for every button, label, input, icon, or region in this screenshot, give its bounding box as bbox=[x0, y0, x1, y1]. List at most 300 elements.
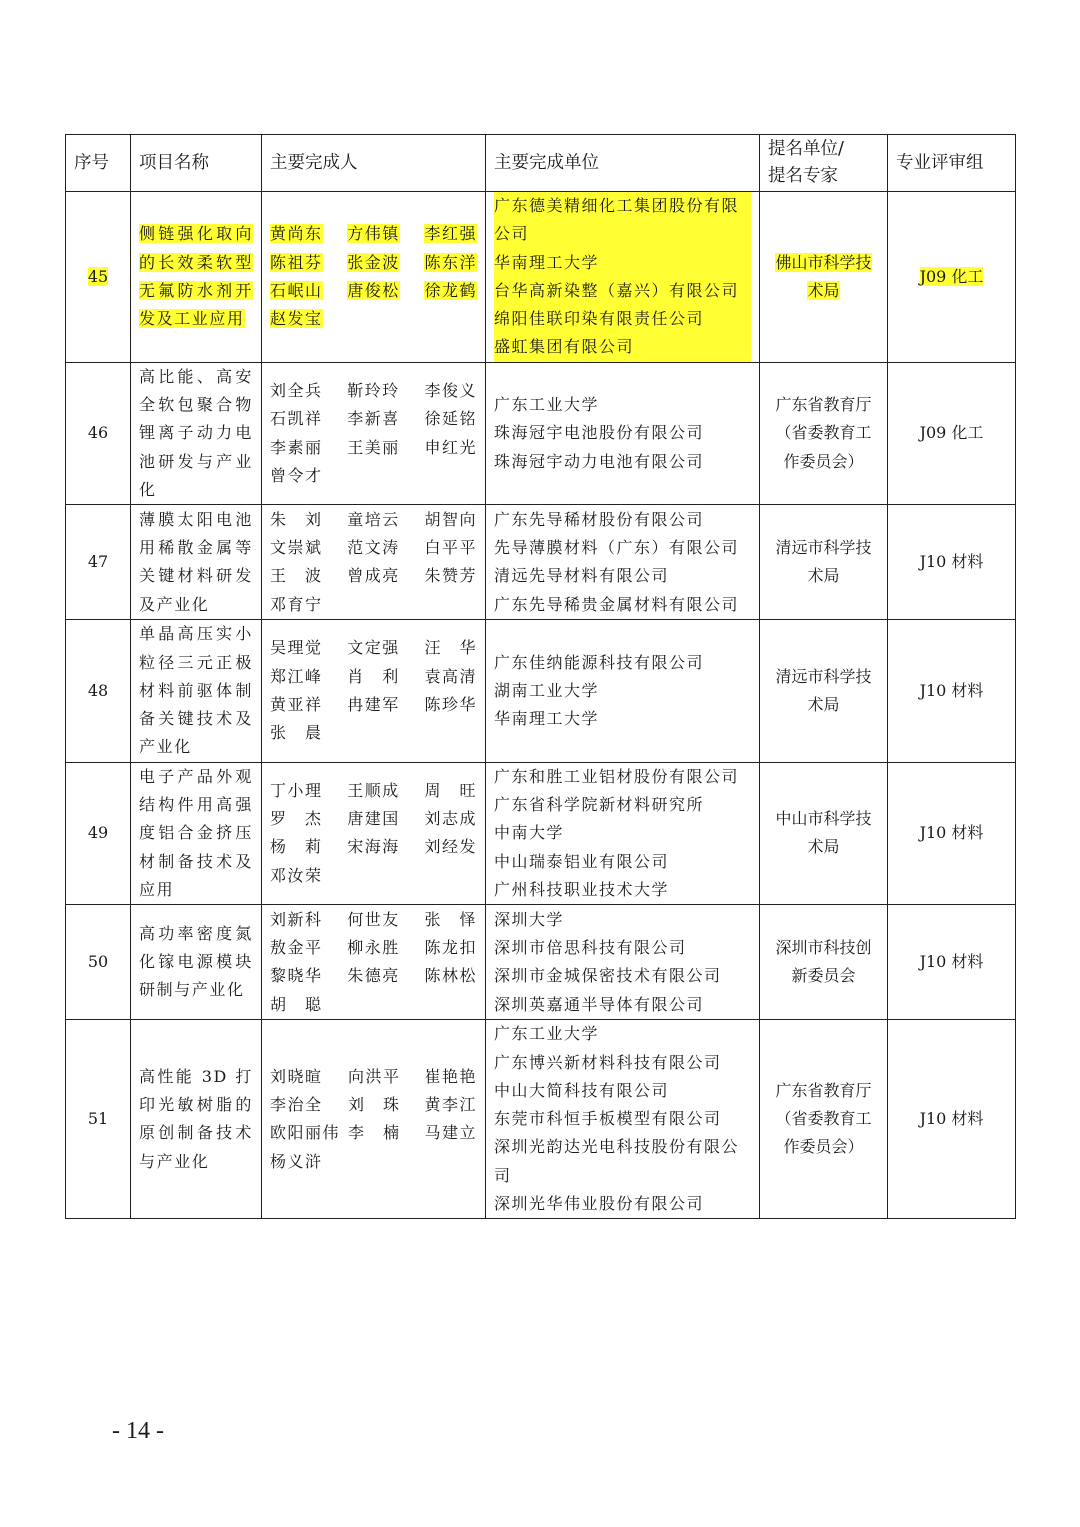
cell-review-group bbox=[888, 762, 1016, 904]
person-name-text: 欧阳丽伟 bbox=[270, 1123, 341, 1143]
person-name-text: 朱赞芳 bbox=[424, 566, 477, 586]
project-name: 高性能 3D 打印光敏树脂的原创制备技术与产业化 bbox=[139, 1066, 253, 1171]
person-name bbox=[339, 805, 408, 833]
cell-project-name bbox=[131, 1020, 262, 1219]
nominator-name: 佛山市科学技术局 bbox=[775, 252, 872, 300]
unit-name bbox=[494, 1020, 751, 1048]
person-name-text: 李治全 bbox=[270, 1094, 323, 1114]
review-group: J10 材料 bbox=[919, 680, 984, 700]
cell-project-name bbox=[131, 620, 262, 762]
table-row bbox=[66, 620, 1016, 762]
person-name-text: 陈林松 bbox=[424, 966, 477, 986]
person-name bbox=[270, 220, 339, 248]
person-name bbox=[270, 691, 339, 719]
unit-list bbox=[494, 391, 751, 476]
person-name-text: 范文涛 bbox=[347, 537, 400, 557]
person-name bbox=[408, 663, 477, 691]
person-name bbox=[270, 277, 339, 305]
nominator-name: 广东省教育厅（省委教育工作委员会） bbox=[775, 395, 872, 471]
unit-name bbox=[494, 763, 751, 791]
unit-name bbox=[494, 192, 751, 249]
person-name-text: 邓汝荣 bbox=[270, 865, 323, 885]
person-name bbox=[408, 777, 477, 805]
person-name-text: 石岷山 bbox=[270, 280, 323, 300]
unit-name-text: 深圳大学 bbox=[494, 909, 565, 929]
person-name-text: 刘全兵 bbox=[270, 380, 323, 400]
person-name-text: 朱德亮 bbox=[347, 966, 400, 986]
person-name bbox=[270, 634, 339, 662]
person-name bbox=[270, 434, 339, 462]
person-name-text: 马建立 bbox=[424, 1123, 477, 1143]
header-people: 主要完成人 bbox=[262, 135, 486, 192]
person-name bbox=[408, 805, 477, 833]
person-name bbox=[408, 405, 477, 433]
unit-name bbox=[494, 448, 751, 476]
unit-name-text: 广东先导稀材股份有限公司 bbox=[494, 509, 705, 529]
person-name bbox=[408, 220, 477, 248]
person-name bbox=[408, 691, 477, 719]
unit-name bbox=[494, 1190, 751, 1218]
header-units: 主要完成单位 bbox=[486, 135, 760, 192]
cell-people bbox=[262, 192, 486, 363]
person-name bbox=[339, 434, 408, 462]
cell-seq bbox=[66, 1020, 131, 1219]
cell-units bbox=[486, 905, 760, 1020]
table-row bbox=[66, 1020, 1016, 1219]
person-name bbox=[270, 1148, 340, 1176]
person-name-text: 刘 珠 bbox=[348, 1094, 401, 1114]
unit-name-text: 深圳光华伟业股份有限公司 bbox=[494, 1194, 705, 1214]
person-name bbox=[408, 862, 477, 890]
project-name: 高比能、高安全软包聚合物锂离子动力电池研发与产业化 bbox=[139, 366, 253, 499]
cell-seq bbox=[66, 905, 131, 1020]
cell-people bbox=[262, 505, 486, 620]
person-name bbox=[270, 591, 339, 619]
unit-name-text: 珠海冠宇动力电池有限公司 bbox=[494, 451, 705, 471]
unit-name-text: 绵阳佳联印染有限责任公司 bbox=[494, 305, 751, 333]
table-row bbox=[66, 505, 1016, 620]
person-name-text: 刘经发 bbox=[424, 837, 477, 857]
person-name-text: 刘晓暄 bbox=[270, 1066, 323, 1086]
person-name-text: 黄亚祥 bbox=[270, 695, 323, 714]
unit-name-text: 中南大学 bbox=[494, 823, 565, 843]
seq-number: 46 bbox=[87, 423, 109, 443]
nominator-name: 广东省教育厅（省委教育工作委员会） bbox=[775, 1080, 872, 1157]
cell-units bbox=[486, 505, 760, 620]
person-name bbox=[339, 562, 408, 590]
project-name: 单晶高压实小粒径三元正极材料前驱体制备关键技术及产业化 bbox=[139, 624, 253, 757]
person-name-text: 李素丽 bbox=[270, 437, 323, 457]
table-row bbox=[66, 362, 1016, 504]
person-name bbox=[339, 591, 408, 619]
person-name-text: 曾成亮 bbox=[347, 566, 400, 586]
cell-project-name bbox=[131, 905, 262, 1020]
person-name bbox=[408, 562, 477, 590]
unit-name-text: 广东工业大学 bbox=[494, 395, 600, 415]
unit-name bbox=[494, 1077, 751, 1105]
nominator-name: 中山市科学技术局 bbox=[775, 809, 872, 857]
cell-nominator bbox=[760, 1020, 888, 1219]
people-list bbox=[270, 906, 477, 1019]
person-name-text: 向洪平 bbox=[348, 1066, 401, 1086]
person-name bbox=[408, 377, 477, 405]
person-name-text: 黎晓华 bbox=[270, 966, 323, 986]
person-name bbox=[339, 934, 408, 962]
unit-name-text: 先导薄膜材料（广东）有限公司 bbox=[494, 537, 740, 557]
unit-name bbox=[494, 591, 751, 619]
cell-review-group bbox=[888, 1020, 1016, 1219]
person-name-text: 王 波 bbox=[270, 566, 323, 586]
cell-units bbox=[486, 362, 760, 504]
person-name bbox=[339, 506, 408, 534]
person-name bbox=[339, 862, 408, 890]
cell-people bbox=[262, 905, 486, 1020]
awards-table bbox=[65, 134, 1016, 1219]
unit-name bbox=[494, 506, 751, 534]
unit-name bbox=[494, 391, 751, 419]
person-name bbox=[339, 962, 408, 990]
unit-name bbox=[494, 562, 751, 590]
person-name-text: 方伟镇 bbox=[347, 224, 400, 244]
unit-name-text: 中山大简科技有限公司 bbox=[494, 1080, 670, 1100]
person-name-text: 徐延铭 bbox=[424, 409, 477, 429]
unit-list bbox=[494, 506, 751, 619]
person-name-text: 郑江峰 bbox=[270, 666, 323, 686]
cell-nominator bbox=[760, 620, 888, 762]
unit-list bbox=[494, 1020, 751, 1218]
person-name bbox=[408, 991, 477, 1019]
unit-name-text: 清远先导材料有限公司 bbox=[494, 566, 670, 586]
person-name bbox=[408, 506, 477, 534]
cell-review-group bbox=[888, 505, 1016, 620]
person-name bbox=[270, 991, 339, 1019]
person-name-text: 杨 莉 bbox=[270, 837, 323, 857]
person-name-text: 崔艳艳 bbox=[424, 1066, 477, 1086]
cell-nominator bbox=[760, 505, 888, 620]
person-name bbox=[339, 377, 408, 405]
person-name bbox=[270, 462, 339, 490]
unit-name bbox=[494, 649, 751, 677]
person-name bbox=[270, 377, 339, 405]
unit-name bbox=[494, 991, 751, 1019]
person-name bbox=[408, 634, 477, 662]
person-name-text: 袁高清 bbox=[424, 666, 477, 686]
cell-seq bbox=[66, 505, 131, 620]
unit-name-text: 广东先导稀贵金属材料有限公司 bbox=[494, 594, 740, 614]
person-name bbox=[270, 534, 339, 562]
cell-units bbox=[486, 620, 760, 762]
unit-name bbox=[494, 333, 751, 361]
unit-list bbox=[494, 763, 751, 904]
person-name bbox=[339, 405, 408, 433]
header-group: 专业评审组 bbox=[888, 135, 1016, 192]
person-name bbox=[339, 906, 408, 934]
unit-name bbox=[494, 848, 751, 876]
person-name bbox=[409, 1148, 478, 1176]
unit-name bbox=[494, 249, 751, 277]
unit-name-text: 深圳市倍思科技有限公司 bbox=[494, 937, 687, 957]
person-name-text: 朱 刘 bbox=[270, 509, 323, 529]
person-name-text: 陈祖芬 bbox=[270, 252, 323, 272]
person-name bbox=[339, 249, 408, 277]
person-name bbox=[339, 534, 408, 562]
person-name-text: 周 旺 bbox=[424, 780, 477, 800]
seq-number: 49 bbox=[87, 823, 109, 843]
person-name-text: 张 晨 bbox=[270, 723, 323, 743]
person-name bbox=[340, 1119, 408, 1147]
person-name-text: 文定强 bbox=[347, 638, 400, 658]
cell-project-name bbox=[131, 505, 262, 620]
person-name bbox=[339, 277, 408, 305]
table-body bbox=[66, 192, 1016, 1219]
person-name bbox=[408, 719, 477, 747]
table-row bbox=[66, 762, 1016, 904]
person-name bbox=[270, 833, 339, 861]
unit-name-text: 广州科技职业技术大学 bbox=[494, 879, 670, 899]
person-name-text: 李 楠 bbox=[348, 1123, 401, 1143]
unit-name-text: 广东佳纳能源科技有限公司 bbox=[494, 652, 705, 672]
person-name bbox=[270, 405, 339, 433]
cell-seq bbox=[66, 362, 131, 504]
person-name bbox=[340, 1063, 408, 1091]
person-name bbox=[408, 534, 477, 562]
unit-name bbox=[494, 419, 751, 447]
person-name bbox=[409, 1119, 478, 1147]
people-list bbox=[270, 1063, 477, 1176]
unit-name bbox=[494, 277, 751, 305]
cell-review-group bbox=[888, 362, 1016, 504]
unit-name-text: 华南理工大学 bbox=[494, 709, 600, 729]
unit-name bbox=[494, 677, 751, 705]
person-name bbox=[270, 1119, 340, 1147]
unit-name bbox=[494, 305, 751, 333]
unit-list bbox=[494, 649, 751, 734]
person-name bbox=[408, 434, 477, 462]
person-name-text: 胡 聪 bbox=[270, 994, 323, 1014]
person-name bbox=[408, 277, 477, 305]
unit-name-text: 华南理工大学 bbox=[494, 249, 751, 277]
person-name bbox=[340, 1091, 408, 1119]
unit-name-text: 珠海冠宇电池股份有限公司 bbox=[494, 423, 705, 443]
person-name bbox=[270, 934, 339, 962]
person-name-text: 唐建国 bbox=[347, 809, 400, 829]
person-name-text: 唐俊松 bbox=[347, 280, 400, 300]
unit-name-text: 台华高新染整（嘉兴）有限公司 bbox=[494, 277, 751, 305]
seq-number: 51 bbox=[87, 1109, 109, 1129]
unit-name-text: 广东德美精细化工集团股份有限公司 bbox=[494, 192, 751, 249]
cell-units bbox=[486, 1020, 760, 1219]
project-name: 薄膜太阳电池用稀散金属等关键材料研发及产业化 bbox=[139, 509, 253, 614]
review-group: J09 化工 bbox=[919, 266, 984, 286]
unit-name bbox=[494, 1133, 751, 1190]
person-name-text: 陈珍华 bbox=[424, 695, 477, 714]
person-name bbox=[270, 1091, 340, 1119]
person-name-text: 何世友 bbox=[347, 909, 400, 929]
person-name bbox=[339, 305, 408, 333]
unit-name-text: 东莞市科恒手板模型有限公司 bbox=[494, 1109, 722, 1129]
cell-nominator bbox=[760, 762, 888, 904]
unit-list bbox=[494, 906, 751, 1019]
person-name-text: 黄尚东 bbox=[270, 224, 323, 244]
person-name-text: 肖 利 bbox=[347, 666, 400, 686]
review-group: J10 材料 bbox=[919, 952, 984, 972]
project-name: 电子产品外观结构件用高强度铝合金挤压材制备技术及应用 bbox=[139, 766, 253, 899]
person-name bbox=[339, 691, 408, 719]
cell-people bbox=[262, 620, 486, 762]
cell-people bbox=[262, 362, 486, 504]
person-name-text: 申红光 bbox=[424, 437, 477, 457]
person-name bbox=[340, 1148, 408, 1176]
unit-name-text: 广东工业大学 bbox=[494, 1024, 600, 1044]
person-name bbox=[339, 719, 408, 747]
person-name-text: 石凯祥 bbox=[270, 409, 323, 429]
person-name bbox=[270, 777, 339, 805]
header-nominator bbox=[760, 135, 888, 192]
person-name bbox=[339, 220, 408, 248]
table-header-row bbox=[66, 135, 1016, 192]
person-name-text: 张 怿 bbox=[424, 909, 477, 929]
cell-people bbox=[262, 762, 486, 904]
cell-review-group bbox=[888, 905, 1016, 1020]
cell-seq bbox=[66, 192, 131, 363]
person-name-text: 胡智向 bbox=[424, 509, 477, 529]
person-name bbox=[408, 249, 477, 277]
person-name bbox=[409, 1091, 478, 1119]
person-name-text: 杨义浒 bbox=[270, 1151, 323, 1171]
person-name-text: 童培云 bbox=[347, 509, 400, 529]
person-name-text: 刘新科 bbox=[270, 909, 323, 929]
project-name: 高功率密度氮化镓电源模块研制与产业化 bbox=[139, 923, 253, 1000]
person-name-text: 靳玲玲 bbox=[347, 380, 400, 400]
person-name bbox=[270, 862, 339, 890]
person-name bbox=[339, 663, 408, 691]
unit-name-text: 盛虹集团有限公司 bbox=[494, 333, 751, 361]
person-name-text: 冉建军 bbox=[347, 695, 400, 714]
cell-units bbox=[486, 192, 760, 363]
cell-units bbox=[486, 762, 760, 904]
person-name-text: 罗 杰 bbox=[270, 809, 323, 829]
person-name bbox=[270, 562, 339, 590]
person-name bbox=[408, 591, 477, 619]
cell-review-group bbox=[888, 192, 1016, 363]
person-name-text: 李俊义 bbox=[424, 380, 477, 400]
unit-name-text: 深圳光韵达光电科技股份有限公司 bbox=[494, 1137, 740, 1185]
header-nominator-line2: 提名专家 bbox=[768, 166, 838, 186]
cell-people bbox=[262, 1020, 486, 1219]
person-name-text: 张金波 bbox=[347, 252, 400, 272]
cell-seq bbox=[66, 620, 131, 762]
person-name-text: 邓育宁 bbox=[270, 594, 323, 614]
unit-name bbox=[494, 705, 751, 733]
person-name bbox=[408, 305, 477, 333]
person-name bbox=[270, 962, 339, 990]
cell-nominator bbox=[760, 192, 888, 363]
person-name-text: 刘志成 bbox=[424, 809, 477, 829]
person-name-text: 丁小理 bbox=[270, 780, 323, 800]
person-name-text: 柳永胜 bbox=[347, 937, 400, 957]
person-name bbox=[270, 305, 339, 333]
seq-number: 47 bbox=[87, 552, 109, 572]
person-name bbox=[270, 1063, 340, 1091]
people-list bbox=[270, 377, 477, 490]
cell-nominator bbox=[760, 905, 888, 1020]
person-name-text: 黄李江 bbox=[424, 1094, 477, 1114]
review-group: J10 材料 bbox=[919, 552, 984, 572]
person-name bbox=[408, 833, 477, 861]
unit-name bbox=[494, 876, 751, 904]
person-name bbox=[270, 663, 339, 691]
person-name bbox=[339, 833, 408, 861]
person-name-text: 吴理觉 bbox=[270, 638, 323, 658]
seq-number: 45 bbox=[87, 266, 109, 286]
table-row bbox=[66, 192, 1016, 363]
person-name bbox=[408, 962, 477, 990]
person-name-text: 汪 华 bbox=[424, 638, 477, 658]
person-name-text: 李新喜 bbox=[347, 409, 400, 429]
page-number: - 14 - bbox=[112, 1418, 164, 1444]
unit-name bbox=[494, 819, 751, 847]
cell-seq bbox=[66, 762, 131, 904]
review-group: J10 材料 bbox=[919, 823, 984, 843]
unit-name bbox=[494, 962, 751, 990]
seq-number: 50 bbox=[87, 952, 109, 972]
person-name-text: 文崇斌 bbox=[270, 537, 323, 557]
project-name: 侧链强化取向的长效柔软型无氟防水剂开发及工业应用 bbox=[139, 224, 253, 329]
person-name bbox=[409, 1063, 478, 1091]
cell-project-name bbox=[131, 192, 262, 363]
person-name bbox=[339, 634, 408, 662]
unit-name-text: 中山瑞泰铝业有限公司 bbox=[494, 851, 670, 871]
nominator-name: 清远市科学技术局 bbox=[775, 537, 872, 586]
person-name-text: 白平平 bbox=[424, 537, 477, 557]
people-list bbox=[270, 777, 477, 890]
nominator-name: 深圳市科技创新委员会 bbox=[775, 937, 872, 986]
unit-name-text: 湖南工业大学 bbox=[494, 680, 600, 700]
unit-name bbox=[494, 934, 751, 962]
person-name-text: 王美丽 bbox=[347, 437, 400, 457]
unit-name-text: 广东省科学院新材料研究所 bbox=[494, 795, 705, 815]
person-name-text: 陈东洋 bbox=[424, 252, 477, 272]
people-list bbox=[270, 220, 477, 333]
unit-name-text: 广东和胜工业铝材股份有限公司 bbox=[494, 766, 740, 786]
person-name bbox=[339, 462, 408, 490]
people-list bbox=[270, 634, 477, 747]
unit-name bbox=[494, 1049, 751, 1077]
unit-name bbox=[494, 1105, 751, 1133]
person-name-text: 李红强 bbox=[424, 224, 477, 244]
header-project: 项目名称 bbox=[131, 135, 262, 192]
cell-review-group bbox=[888, 620, 1016, 762]
seq-number: 48 bbox=[87, 680, 109, 700]
unit-name bbox=[494, 534, 751, 562]
person-name bbox=[408, 462, 477, 490]
nominator-name: 清远市科学技术局 bbox=[775, 666, 872, 714]
person-name-text: 敖金平 bbox=[270, 937, 323, 957]
person-name-text: 王顺成 bbox=[347, 780, 400, 800]
person-name-text: 赵发宝 bbox=[270, 309, 323, 329]
unit-name-text: 深圳英嘉通半导体有限公司 bbox=[494, 994, 705, 1014]
review-group: J10 材料 bbox=[919, 1109, 984, 1129]
person-name-text: 宋海海 bbox=[347, 837, 400, 857]
person-name bbox=[339, 777, 408, 805]
unit-name-text: 广东博兴新材料科技有限公司 bbox=[494, 1052, 722, 1072]
person-name-text: 曾令才 bbox=[270, 465, 323, 485]
cell-nominator bbox=[760, 362, 888, 504]
person-name bbox=[270, 805, 339, 833]
person-name-text: 陈龙扣 bbox=[424, 937, 477, 957]
table-row bbox=[66, 905, 1016, 1020]
unit-name bbox=[494, 791, 751, 819]
